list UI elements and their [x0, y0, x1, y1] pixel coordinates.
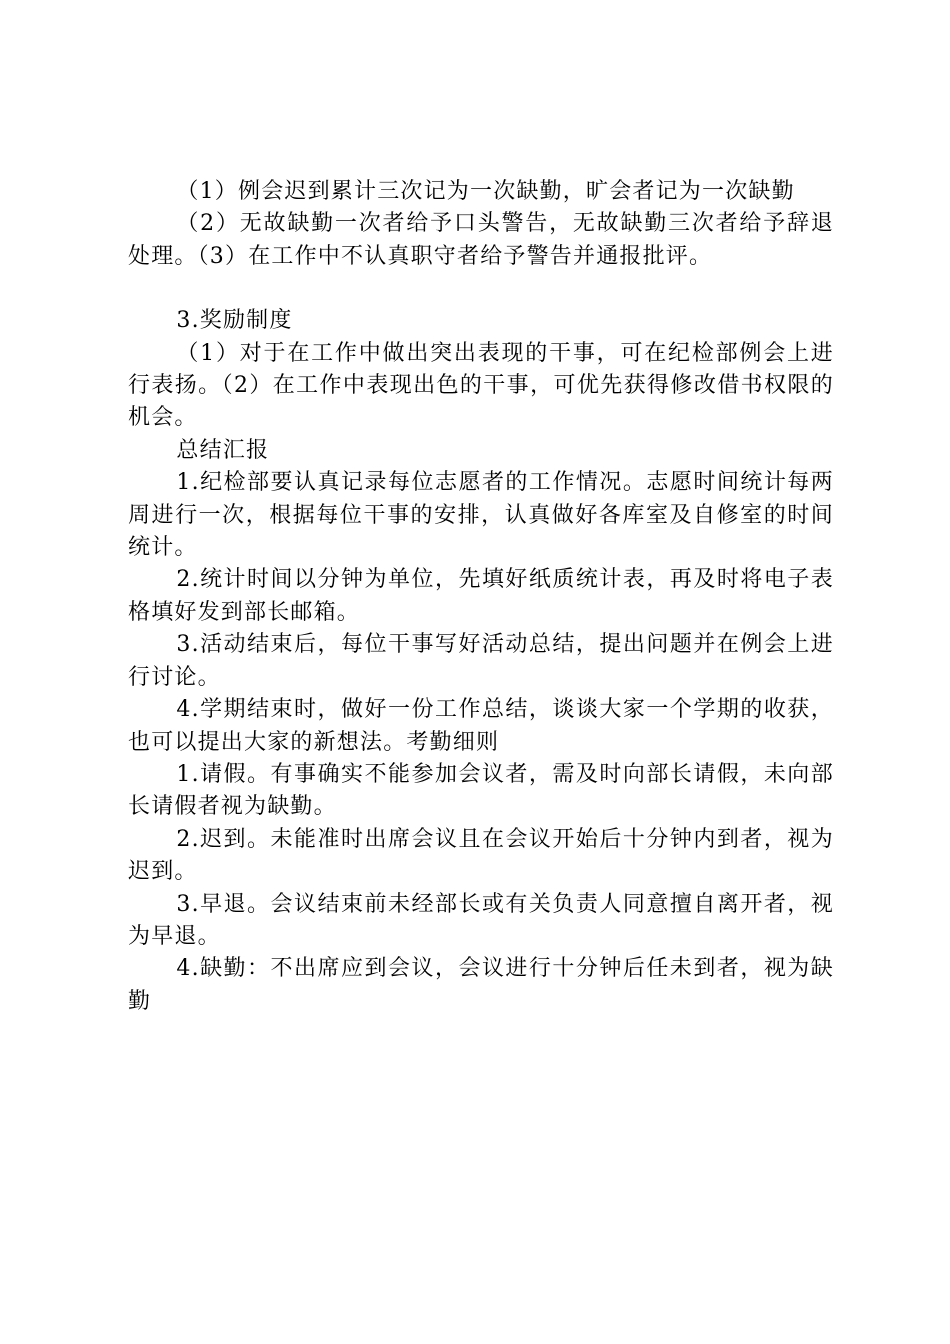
paragraph-summary-1: 1.纪检部要认真记录每位志愿者的工作情况。志愿时间统计每两周进行一次，根据每位干事的安排，认真做好各库室及自修室的时间统计。 — [128, 470, 834, 561]
paragraph-attendance-late: 2.迟到。未能准时出席会议且在会议开始后十分钟内到者，视为迟到。 — [128, 826, 834, 885]
document-body — [128, 176, 834, 1018]
paragraph-attendance-absence: 4.缺勤：不出席应到会议，会议进行十分钟后任未到者，视为缺勤 — [128, 956, 834, 1014]
paragraph-summary-4: 4.学期结束时，做好一份工作总结，谈谈大家一个学期的收获，也可以提出大家的新想法。考勤细则 — [128, 697, 834, 755]
paragraph-attendance-leave: 1.请假。有事确实不能参加会议者，需及时向部长请假，未向部长请假者视为缺勤。 — [128, 761, 834, 820]
heading-reward-system: 3.奖励制度 — [176, 308, 293, 334]
paragraph-attendance-early-leave: 3.早退。会议结束前未经部长或有关负责人同意擅自离开者，视为早退。 — [128, 891, 834, 949]
paragraph-late-rule: （1）例会迟到累计三次记为一次缺勤，旷会者记为一次缺勤 — [176, 179, 795, 204]
paragraph-absence-warning: （2）无故缺勤一次者给予口头警告，无故缺勤三次者给予辞退处理。（3）在工作中不认真职守者给予警告并通报批评。 — [128, 211, 834, 269]
heading-summary-report: 总结汇报 — [176, 437, 270, 463]
paragraph-reward-details: （1）对于在工作中做出突出表现的干事，可在纪检部例会上进行表扬。（2）在工作中表现出色的干事，可优先获得修改借书权限的机会。 — [128, 340, 834, 431]
paragraph-summary-2: 2.统计时间以分钟为单位，先填好纸质统计表，再及时将电子表格填好发到部长邮箱。 — [128, 567, 834, 625]
paragraph-summary-3: 3.活动结束后，每位干事写好活动总结，提出问题并在例会上进行讨论。 — [128, 632, 834, 690]
